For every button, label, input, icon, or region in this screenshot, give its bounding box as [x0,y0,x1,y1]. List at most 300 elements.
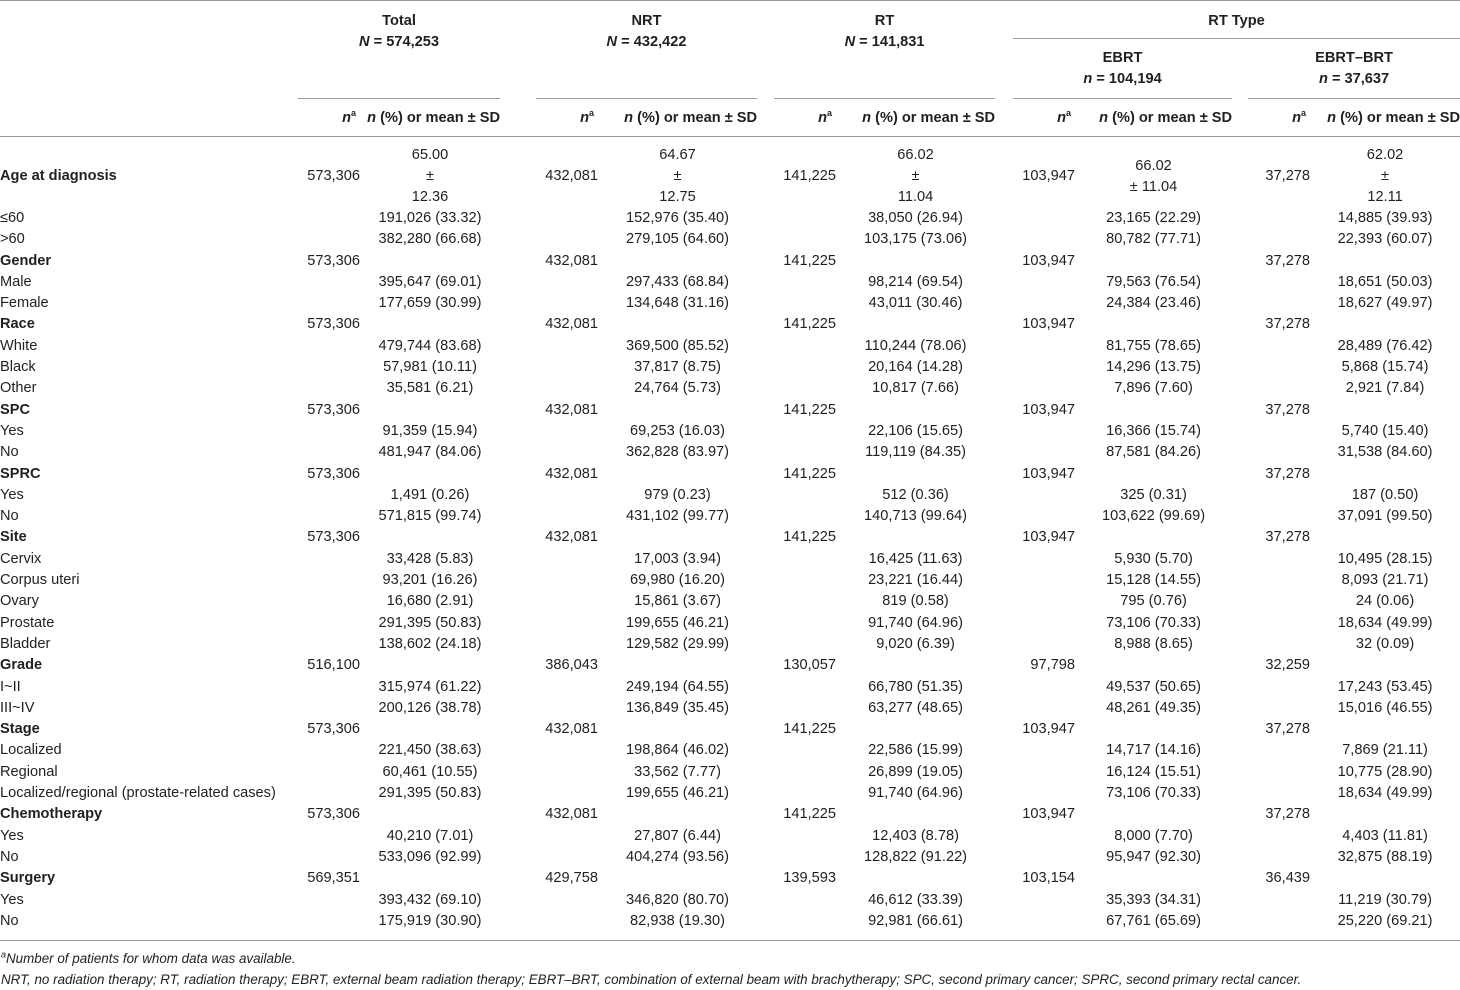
age-n-ebrt: 103,947 [1022,168,1076,184]
cell-value-ebrt-brt: 5,868 (15.74) [1341,359,1429,376]
cell-n-nrt: 432,081 [545,465,599,482]
cell-n-rt [774,591,836,612]
cell-n-ebrt-brt [1248,549,1310,570]
cell-value-total [360,655,500,676]
cell-value-ebrt-brt: 18,634 (49.99) [1337,785,1433,802]
cell-value-total: 16,680 (2.91) [386,593,474,610]
cell-value-ebrt-brt: 10,495 (28.15) [1337,550,1433,567]
table-section-row [0,464,1460,485]
table-section-row [0,314,1460,335]
table-row [0,591,1460,612]
cell-value-rt: 16,425 (11.63) [868,550,963,567]
cell-n-total [298,506,360,527]
cell-n-ebrt-brt [1248,634,1310,655]
table-footnotes [1,948,1301,990]
cell-value-ebrt-brt: 5,740 (15.40) [1341,422,1429,439]
cell-n-nrt: 386,043 [545,657,599,674]
row-label: Chemotherapy [0,806,103,823]
cell-value-nrt [598,719,757,740]
cell-n-ebrt [1013,826,1075,847]
cell-value-ebrt-brt [1310,400,1460,421]
cell-n-ebrt [1013,421,1075,442]
cell-n-total [298,272,360,293]
cell-value-ebrt: 48,261 (49.35) [1106,699,1202,716]
cell-value-ebrt-brt: 18,627 (49.97) [1337,295,1433,312]
cell-n-rt [774,847,836,868]
cell-value-ebrt-brt: 32,875 (88.19) [1337,848,1433,865]
age-n-total: 573,306 [307,168,360,184]
cell-n-ebrt-brt [1248,293,1310,314]
cell-n-rt [774,293,836,314]
cell-n-ebrt [1013,591,1075,612]
cell-n-nrt: 429,758 [545,870,599,887]
cell-n-ebrt-brt [1248,591,1310,612]
cell-value-rt: 26,899 (19.05) [868,763,963,780]
cell-value-ebrt: 35,393 (34.31) [1106,891,1202,908]
cell-value-ebrt-brt [1310,868,1460,889]
cell-n-rt [774,740,836,761]
cell-value-total: 35,581 (6.21) [386,380,474,397]
cell-value-ebrt: 16,366 (15.74) [1106,422,1202,439]
row-label: Surgery [0,870,56,887]
cell-n-nrt [536,442,598,463]
cell-n-total: 569,351 [307,870,360,887]
cell-n-ebrt [1013,570,1075,591]
cell-n-nrt [536,229,598,250]
cell-value-ebrt: 7,896 (7.60) [1114,380,1193,397]
cell-n-ebrt-brt [1248,208,1310,229]
cell-n-rt [774,421,836,442]
cell-value-rt [836,400,995,421]
cell-n-nrt [536,826,598,847]
cell-n-total: 516,100 [307,657,360,674]
cell-value-rt: 22,106 (15.65) [868,422,963,439]
cell-n-rt: 139,593 [783,870,837,887]
cell-value-rt: 91,740 (64.96) [868,614,963,631]
cell-value-ebrt-brt [1310,719,1460,740]
row-label: Other [0,380,37,397]
age-mean-sd-ebrt-brt: 62.02 ± 12.11 [1366,147,1404,205]
cell-n-nrt [536,506,598,527]
cell-n-rt [774,442,836,463]
cell-n-ebrt: 103,947 [1022,252,1076,269]
age-n-rt: 141,225 [783,168,837,184]
cell-value-rt: 66,780 (51.35) [868,678,963,695]
cell-n-total [298,591,360,612]
cell-n-total [298,613,360,634]
cell-value-nrt: 136,849 (35.45) [625,699,730,716]
cell-value-nrt: 279,105 (64.60) [625,231,730,248]
row-label: Site [0,529,27,546]
cell-value-nrt: 297,433 (68.84) [625,273,730,290]
cell-n-total [298,229,360,250]
cell-value-total: 57,981 (10.11) [383,359,477,376]
cell-n-ebrt-brt [1248,272,1310,293]
cell-value-total: 138,602 (24.18) [378,635,482,652]
cell-n-ebrt: 103,947 [1022,401,1076,418]
cell-value-ebrt-brt [1310,251,1460,272]
cell-value-nrt [598,655,757,676]
cell-n-nrt [536,634,598,655]
cell-n-ebrt-brt: 36,439 [1265,870,1311,887]
cell-value-ebrt [1075,464,1232,485]
cell-n-ebrt-brt [1248,442,1310,463]
table-row [0,890,1460,911]
cell-value-total: 177,659 (30.99) [378,295,482,312]
cell-n-total: 573,306 [307,806,360,823]
cell-n-ebrt [1013,378,1075,399]
col-value-rt: n (%) or mean ± SD [836,99,995,137]
col-subgroup-ebrt: EBRT n = 104,194 [1083,50,1162,87]
cell-n-total [298,890,360,911]
col-n-nrt: $n^a$ [536,99,598,137]
cell-value-rt: 92,981 (66.61) [868,912,963,929]
cell-value-nrt [598,251,757,272]
cell-value-rt: 22,586 (15.99) [868,742,963,759]
age-mean-sd-rt: 66.02 ± 11.04 [897,147,934,205]
col-group-total: Total N = 574,253 [359,13,439,50]
cell-value-total [360,314,500,335]
table-section-row [0,804,1460,825]
cell-value-ebrt-brt: 18,634 (49.99) [1337,614,1433,631]
cell-value-ebrt-brt: 18,651 (50.03) [1337,273,1433,290]
cell-value-ebrt: 325 (0.31) [1120,486,1187,503]
cell-n-total [298,762,360,783]
cell-n-nrt [536,762,598,783]
cell-value-nrt: 369,500 (85.52) [625,337,730,354]
row-label: Stage [0,721,40,738]
cell-n-ebrt [1013,847,1075,868]
cell-value-rt: 20,164 (14.28) [868,359,963,376]
row-label: SPC [0,401,31,418]
cell-n-rt: 141,225 [783,316,837,333]
table-section-row [0,655,1460,676]
cell-value-ebrt: 24,384 (23.46) [1106,295,1202,312]
row-label: III~IV [0,699,35,716]
cell-value-ebrt-brt [1310,464,1460,485]
cell-value-total: 291,395 (50.83) [378,785,482,802]
table-row [0,634,1460,655]
cell-value-ebrt: 103,622 (99.69) [1102,508,1206,525]
cell-n-total: 573,306 [307,316,360,333]
table-section-row [0,251,1460,272]
table-row [0,485,1460,506]
cell-value-nrt [598,804,757,825]
cell-value-total: 91,359 (15.94) [382,422,478,439]
cell-n-nrt: 432,081 [545,806,599,823]
cell-n-rt [774,229,836,250]
cell-n-total [298,698,360,719]
cell-n-total [298,421,360,442]
cell-n-ebrt [1013,762,1075,783]
cell-value-total: 571,815 (99.74) [378,508,482,525]
col-n-rt: $n^a$ [774,99,836,137]
row-label: White [0,337,38,354]
cell-value-total [360,868,500,889]
cell-n-ebrt-brt [1248,613,1310,634]
cell-n-ebrt [1013,740,1075,761]
cell-n-ebrt [1013,485,1075,506]
row-label: Yes [0,422,24,439]
table-section-row [0,527,1460,548]
cell-n-rt: 141,225 [783,529,837,546]
cell-n-total [298,847,360,868]
cell-n-total [298,911,360,932]
table-section-row [0,400,1460,421]
cell-value-ebrt: 81,755 (78.65) [1106,337,1202,354]
cell-value-rt: 46,612 (33.39) [868,891,963,908]
age-mean-sd-ebrt: 66.02 ± 11.04 [1129,157,1178,195]
cell-n-ebrt [1013,272,1075,293]
cell-n-nrt [536,549,598,570]
cell-value-total: 382,280 (66.68) [378,231,482,248]
cell-n-rt [774,208,836,229]
cell-n-total: 573,306 [307,465,360,482]
cell-n-rt [774,357,836,378]
cell-value-total: 33,428 (5.83) [386,550,474,567]
cell-n-nrt [536,847,598,868]
cell-value-ebrt-brt: 22,393 (60.07) [1337,231,1433,248]
cell-value-nrt: 17,003 (3.94) [634,550,721,567]
row-label: I~II [0,678,21,695]
cell-n-total: 573,306 [307,529,360,546]
cell-n-ebrt-brt [1248,336,1310,357]
cell-value-ebrt-brt [1310,314,1460,335]
cell-value-nrt: 198,864 (46.02) [625,742,730,759]
table-row [0,442,1460,463]
cell-value-total: 393,432 (69.10) [378,891,482,908]
row-label: No [0,912,19,929]
col-value-ebrt: n (%) or mean ± SD [1075,99,1232,137]
cell-n-total [298,485,360,506]
cell-n-total [298,378,360,399]
cell-n-total: 573,306 [307,252,360,269]
cell-n-rt: 141,225 [783,252,837,269]
cell-value-ebrt-brt: 37,091 (99.50) [1337,508,1433,525]
age-n-nrt: 432,081 [545,168,599,184]
cell-value-total: 1,491 (0.26) [390,486,470,503]
cell-value-ebrt: 73,106 (70.33) [1106,614,1202,631]
cell-n-ebrt: 103,947 [1022,316,1076,333]
table-row [0,911,1460,932]
cell-n-rt [774,549,836,570]
cell-n-total: 573,306 [307,721,360,738]
cell-n-ebrt [1013,549,1075,570]
cell-n-total [298,208,360,229]
cell-value-ebrt-brt: 10,775 (28.90) [1337,763,1433,780]
cell-n-total [298,570,360,591]
cell-n-ebrt-brt [1248,677,1310,698]
cell-n-ebrt-brt: 37,278 [1265,401,1311,418]
table-row [0,208,1460,229]
cell-value-ebrt: 23,165 (22.29) [1106,210,1202,226]
cell-n-nrt [536,378,598,399]
table-row [0,357,1460,378]
cell-value-ebrt-brt: 2,921 (7.84) [1345,380,1425,397]
cell-n-ebrt [1013,357,1075,378]
cell-n-ebrt [1013,208,1075,229]
cell-value-ebrt: 67,761 (65.69) [1106,912,1202,929]
cell-value-rt: 119,119 (84.35) [865,444,966,461]
cell-value-total [360,251,500,272]
cell-n-rt [774,911,836,932]
cell-value-total: 191,026 (33.32) [378,210,482,226]
cell-n-rt: 141,225 [783,721,837,738]
cell-value-rt [836,314,995,335]
cell-n-ebrt [1013,698,1075,719]
cell-value-ebrt [1075,400,1232,421]
cell-n-ebrt-brt [1248,506,1310,527]
cell-value-ebrt-brt: 7,869 (21.11) [1342,742,1428,759]
cell-n-ebrt-brt [1248,762,1310,783]
cell-n-ebrt-brt: 37,278 [1265,529,1311,546]
table-row [0,677,1460,698]
cell-n-nrt [536,336,598,357]
cell-n-nrt: 432,081 [545,529,599,546]
cell-n-nrt [536,293,598,314]
col-group-rt: RT N = 141,831 [844,13,925,50]
cell-value-rt: 103,175 (73.06) [864,231,968,248]
cell-value-total [360,719,500,740]
cell-value-nrt: 134,648 (31.16) [625,295,730,312]
cell-value-nrt: 346,820 (80.70) [625,891,730,908]
cell-value-ebrt-brt: 4,403 (11.81) [1342,827,1428,844]
cell-n-rt: 141,225 [783,806,837,823]
cell-n-ebrt-brt [1248,485,1310,506]
row-label: Localized [0,742,62,759]
col-value-total: n (%) or mean ± SD [360,99,500,137]
cell-n-rt: 141,225 [783,465,837,482]
cell-n-ebrt: 103,947 [1022,465,1076,482]
cell-n-total [298,442,360,463]
table-row [0,421,1460,442]
table-row [0,378,1460,399]
cell-value-ebrt: 8,988 (8.65) [1114,635,1193,652]
cell-n-rt [774,506,836,527]
cell-value-ebrt: 87,581 (84.26) [1106,444,1202,461]
cell-value-ebrt: 5,930 (5.70) [1114,550,1193,567]
cell-n-rt [774,762,836,783]
row-label: Yes [0,486,24,503]
cell-n-nrt [536,272,598,293]
cell-value-nrt: 33,562 (7.77) [634,763,721,780]
table-header [0,1,1460,137]
cell-value-nrt: 199,655 (46.21) [625,614,730,631]
cell-value-ebrt [1075,314,1232,335]
cell-value-nrt: 37,817 (8.75) [634,359,721,376]
cell-n-ebrt-brt: 37,278 [1265,316,1311,333]
row-label: Yes [0,891,24,908]
cell-value-rt: 819 (0.58) [882,593,949,610]
cell-value-total: 315,974 (61.22) [378,678,482,695]
cell-value-ebrt: 14,717 (14.16) [1106,742,1202,759]
cell-n-ebrt-brt: 37,278 [1265,465,1311,482]
cell-n-nrt: 432,081 [545,721,599,738]
cell-n-ebrt [1013,506,1075,527]
table-bottom-rule [0,940,1460,941]
col-n-ebrt: $n^a$ [1013,99,1075,137]
row-label: Ovary [0,593,39,610]
col-value-ebrt-brt: n (%) or mean ± SD [1310,99,1460,137]
row-label: Black [0,359,36,376]
cell-n-rt [774,378,836,399]
table-row [0,570,1460,591]
cell-n-ebrt-brt [1248,890,1310,911]
row-label: Cervix [0,550,42,567]
cell-n-ebrt [1013,677,1075,698]
table-row [0,229,1460,250]
cell-value-rt: 110,244 (78.06) [864,337,967,354]
table-row [0,613,1460,634]
table-row [0,783,1460,804]
cell-n-total [298,357,360,378]
cell-value-ebrt-brt: 32 (0.09) [1355,635,1415,652]
cell-value-total [360,527,500,548]
footnote-a: $^a$Number of patients for whom data was available. [1,949,296,966]
row-label: Prostate [0,614,55,631]
cell-value-total [360,464,500,485]
cell-n-rt [774,826,836,847]
cell-value-nrt: 82,938 (19.30) [630,912,725,929]
cell-value-rt [836,868,995,889]
cell-n-nrt [536,613,598,634]
cell-n-ebrt: 103,154 [1022,870,1076,887]
cell-value-total [360,804,500,825]
table-row [0,506,1460,527]
cell-value-nrt [598,400,757,421]
cell-n-nrt [536,357,598,378]
cell-n-ebrt-brt [1248,698,1310,719]
row-label: >60 [0,231,25,248]
cell-value-ebrt [1075,719,1232,740]
cell-n-nrt [536,740,598,761]
cell-n-ebrt-brt [1248,826,1310,847]
cell-value-ebrt: 79,563 (76.54) [1106,273,1202,290]
row-label: Bladder [0,635,51,652]
col-value-nrt: n (%) or mean ± SD [598,99,757,137]
cell-n-ebrt-brt [1248,570,1310,591]
cell-value-nrt: 152,976 (35.40) [625,210,730,226]
cell-n-ebrt-brt [1248,357,1310,378]
cell-value-nrt: 362,828 (83.97) [625,444,730,461]
cell-n-nrt: 432,081 [545,401,599,418]
cell-n-nrt [536,698,598,719]
cell-value-ebrt: 795 (0.76) [1120,593,1187,610]
cell-value-total: 40,210 (7.01) [386,827,474,844]
cell-value-ebrt-brt: 14,885 (39.93) [1337,210,1433,226]
cell-n-ebrt-brt [1248,229,1310,250]
cell-value-ebrt [1075,655,1232,676]
cell-value-rt [836,464,995,485]
cell-value-ebrt-brt: 8,093 (21.71) [1341,572,1429,589]
age-mean-sd-nrt: 64.67 ± 12.75 [659,147,696,205]
cell-n-rt [774,272,836,293]
row-label: Localized/regional (prostate-related cases) [0,785,276,802]
cell-value-ebrt [1075,868,1232,889]
table-row [0,336,1460,357]
cell-value-ebrt-brt: 25,220 (69.21) [1337,912,1433,929]
cell-value-nrt: 404,274 (93.56) [625,848,730,865]
table-row [0,826,1460,847]
col-group-rt-type: RT Type [1013,1,1460,39]
cell-n-rt [774,677,836,698]
cell-value-nrt [598,868,757,889]
age-block [0,137,1460,209]
cell-value-rt: 512 (0.36) [882,486,949,503]
cell-n-rt [774,698,836,719]
cell-n-total [298,549,360,570]
cell-n-ebrt [1013,336,1075,357]
